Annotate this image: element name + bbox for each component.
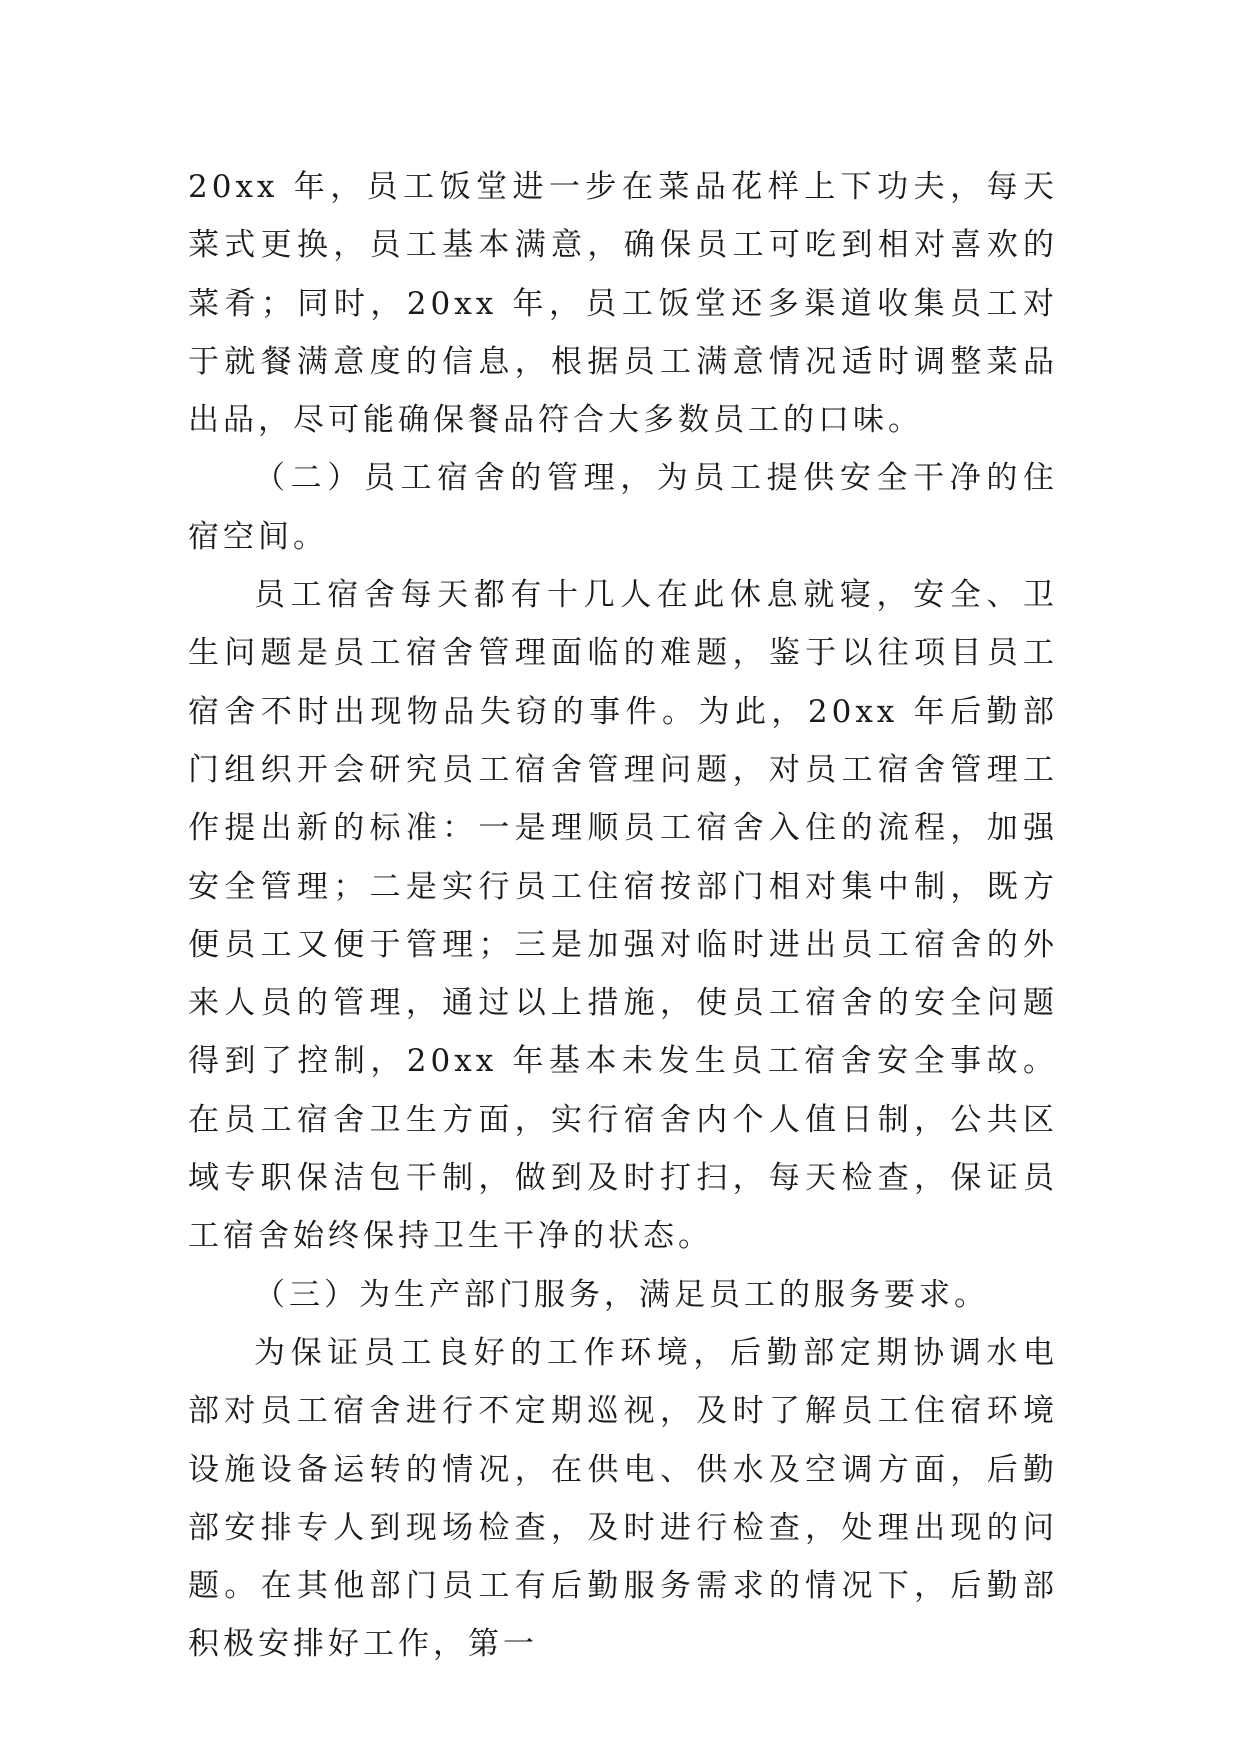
document-body	[188, 158, 1058, 1674]
paragraph-dormitory: 员工宿舍每天都有十几人在此休息就寝，安全、卫生问题是员工宿舍管理面临的难题，鉴于以往项目员工宿舍不时出现物品失窃的事件。为此，20xx 年后勤部门组织开会研究员工宿舍管理问题，对员工宿舍管理工作提出新的标准：一是理顺员工宿舍入住的流程，加强安全管理；二是实行员工住宿按部门相对集中制，既方便员工又便于管理；三是加强对临时进出员工宿舍的外来人员的管理，通过以上措施，使员工宿舍的安全问题得到了控制，20xx 年基本未发生员工宿舍安全事故。在员工宿舍卫生方面，实行宿舍内个人值日制，公共区域专职保洁包干制，做到及时打扫，每天检查，保证员工宿舍始终保持卫生干净的状态。	[188, 577, 1058, 1255]
section-heading-production-service: （三）为生产部门服务，满足员工的服务要求。	[254, 1276, 989, 1313]
section-heading-dormitory: （二）员工宿舍的管理，为员工提供安全干净的住宿空间。	[188, 460, 1058, 555]
paragraph-production-service: 为保证员工良好的工作环境，后勤部定期协调水电部对员工宿舍进行不定期巡视，及时了解员工住宿环境设施设备运转的情况，在供电、供水及空调方面，后勤部安排专人到现场检查，及时进行检查，处理出现的问题。在其他部门员工有后勤服务需求的情况下，后勤部积极安排好工作，第一	[188, 1334, 1058, 1663]
paragraph-canteen: 20xx 年，员工饭堂进一步在菜品花样上下功夫，每天菜式更换，员工基本满意，确保员工可吃到相对喜欢的菜肴；同时，20xx 年，员工饭堂还多渠道收集员工对于就餐满意度的信息，根据员工满意情况适时调整菜品出品，尽可能确保餐品符合大多数员工的口味。	[188, 169, 1058, 439]
